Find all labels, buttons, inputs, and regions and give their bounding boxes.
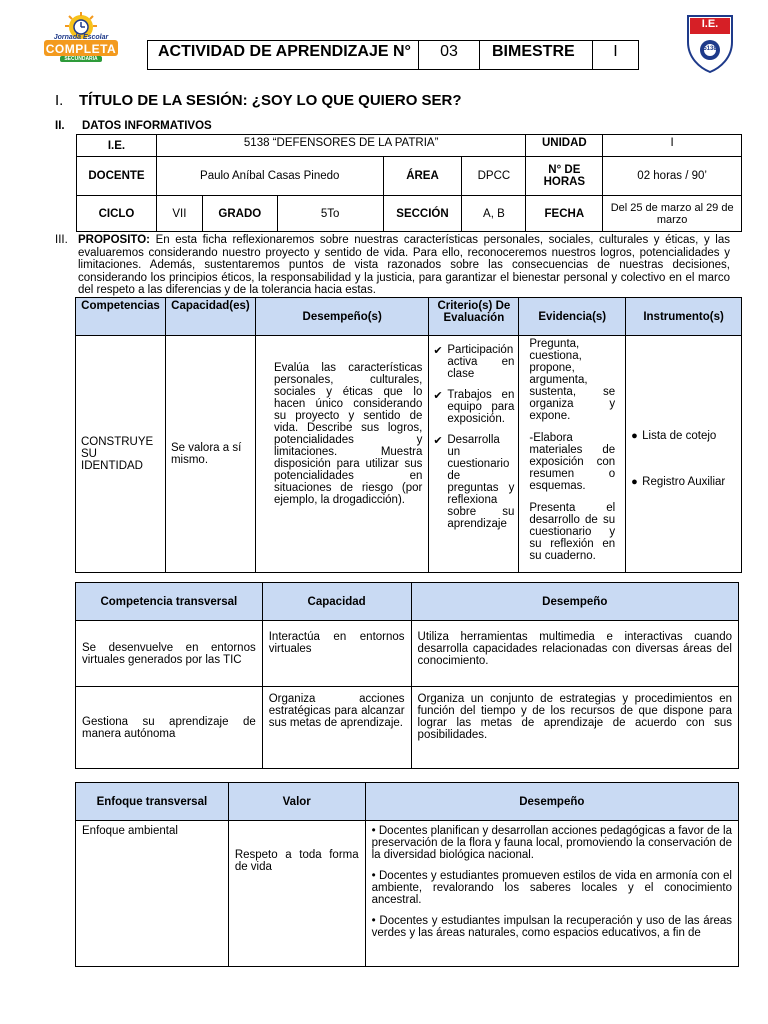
crest-number: 5138 (703, 46, 717, 52)
enfoque-desempeno-item: • Docentes planifican y desarrollan acciones pedagógicas a favor de la preservación de la flora y fauna local, promoviendo la conservación de la diversidad biológica nacional. (371, 825, 732, 861)
datos-table (76, 134, 742, 232)
proposito-label: PROPOSITO: (78, 234, 150, 246)
trans-row-capacidad: Organiza acciones estratégicas para alcanzar sus metas de aprendizaje. (262, 687, 411, 769)
ie-value: 5138 “DEFENSORES DE LA PATRIA” (156, 135, 525, 157)
unidad-label: UNIDAD (526, 135, 603, 157)
instrumentos-cell (626, 336, 742, 573)
docente-label: DOCENTE (77, 157, 157, 196)
docente-value: Paulo Aníbal Casas Pinedo (156, 157, 383, 196)
capacidad-text: Se valora a sí mismo. (170, 442, 242, 466)
school-crest (680, 12, 740, 74)
section-title (55, 92, 462, 109)
trans-header-capacidad: Capacidad (262, 583, 411, 621)
ciclo-label: CICLO (77, 196, 157, 232)
fecha-value: Del 25 de marzo al 29 de marzo (603, 196, 742, 232)
capacidad-cell (165, 336, 255, 573)
comp-header-capacidad: Capacidad(es) (165, 298, 255, 336)
jec-logo-line2: COMPLETA (45, 42, 117, 56)
grado-label: GRADO (202, 196, 277, 232)
trans-row-desempeno: Utiliza herramientas multimedia e interactivas cuando desarrolla capacidades relacionadas con diversas áreas del conocimiento. (411, 621, 738, 687)
jec-logo-line1: Jornada Escolar (53, 34, 109, 41)
enf-header-enfoque: Enfoque transversal (76, 783, 229, 821)
comp-header-instrumento: Instrumento(s) (626, 298, 742, 336)
transversal-table (75, 582, 739, 769)
trans-header-competencia: Competencia transversal (76, 583, 263, 621)
evidencia-item: Pregunta, cuestiona, propone, argumenta, sustenta, se organiza y expone. (529, 338, 616, 422)
section-title-numeral: I. (55, 92, 64, 109)
proposito-numeral: III. (55, 234, 68, 246)
competencia-text: CONSTRUYE SU IDENTIDAD (81, 436, 154, 472)
datos-heading (55, 120, 212, 132)
proposito-text: En esta ficha reflexionaremos sobre nuestras características personales, sociales, culturales y éticas, y las evaluaremos considerando nuestro proyecto y sentido de vida. Para ello, reconoceremos nuestros logros, potencialidades y limitaciones. Además, sustentaremos puntos de vista razonados sobre las consecuencias de nuestras decisiones, considerando los principios éticos, la responsabilidad y la justicia, para garantizar el bienestar personal y colectivo en el marco del respeto a las diferencias y de la tolerancia hacia estas. (78, 234, 730, 297)
desempeno-cell (255, 336, 428, 573)
desempeno-text: Evalúa las características personales, culturales, sociales y éticas que lo hacen único considerando su proyecto y sentido de vida. Describe sus logros, potencialidades y limitaciones. Muestra disposición para utilizar sus potencialidades en situaciones de riesgo (por ejemplo, la drogadicción). (273, 362, 423, 506)
grado-value: 5To (277, 196, 383, 232)
evidencia-item: Presenta el desarrollo de su cuestionario y su reflexión en su cuaderno. (529, 502, 616, 562)
area-value: DPCC (462, 157, 526, 196)
enfoque-table (75, 782, 739, 967)
enfoque-desempenos (365, 821, 738, 967)
bimestre-value: I (593, 41, 639, 70)
comp-header-desempeno: Desempeño(s) (255, 298, 428, 336)
area-label: ÁREA (383, 157, 462, 196)
jec-logo-line3: SECUNDARIA (64, 56, 98, 62)
trans-row-competencia: Se desenvuelve en entornos virtuales generados por las TIC (76, 621, 263, 687)
competencia-cell (76, 336, 166, 573)
evidencias-cell (519, 336, 626, 573)
fecha-label: FECHA (526, 196, 603, 232)
trans-row-desempeno: Organiza un conjunto de estrategias y procedimientos en función del tiempo y de los recursos de que dispone para lograr las metas de aprendizaje de acuerdo con sus posibilidades. (411, 687, 738, 769)
criterios-cell (429, 336, 519, 573)
seccion-label: SECCIÓN (383, 196, 462, 232)
enfoque-name: Enfoque ambiental (76, 821, 229, 967)
trans-header-desempeno: Desempeño (411, 583, 738, 621)
bimestre-label: BIMESTRE (480, 41, 593, 70)
instrumento-item: ● Lista de cotejo (631, 430, 733, 442)
activity-header-table (147, 40, 639, 70)
jec-logo (42, 12, 120, 62)
horas-label: N° DE HORAS (526, 157, 603, 196)
evidencia-item: -Elabora materiales de exposición con resumen o esquemas. (529, 432, 616, 492)
criterio-item: ✔ Participación activa en clase (433, 344, 514, 380)
enfoque-valor: Respeto a toda forma de vida (228, 821, 365, 967)
criterio-item: ✔ Desarrolla un cuestionario de preguntas y reflexiona sobre su aprendizaje (433, 434, 514, 530)
enf-header-desempeno: Desempeño (365, 783, 738, 821)
criterios-list (433, 344, 514, 530)
activity-label: ACTIVIDAD DE APRENDIZAJE N° (148, 41, 419, 70)
ciclo-value: VII (156, 196, 202, 232)
comp-header-competencias: Competencias (76, 298, 166, 336)
enfoque-desempeno-item: • Docentes y estudiantes promueven estilos de vida en armonía con el ambiente, revalorando los saberes locales y el conocimiento ancestral. (371, 870, 732, 906)
instrumento-item: ● Registro Auxiliar (631, 476, 733, 488)
enf-header-valor: Valor (228, 783, 365, 821)
datos-numeral: II. (55, 120, 65, 132)
competencias-table (75, 297, 742, 573)
instrumentos-list (631, 430, 733, 488)
seccion-value: A, B (462, 196, 526, 232)
ie-label: I.E. (77, 135, 157, 157)
comp-header-criterio: Criterio(s) De Evaluación (429, 298, 519, 336)
horas-value: 02 horas / 90’ (603, 157, 742, 196)
desempeno-bullet-icon (260, 362, 274, 506)
trans-row-capacidad: Interactúa en entornos virtuales (262, 621, 411, 687)
trans-row-competencia: Gestiona su aprendizaje de manera autónoma (76, 687, 263, 769)
enfoque-desempeno-item: • Docentes y estudiantes impulsan la recuperación y uso de las áreas verdes y las áreas naturales, como espacios educativos, a fin de (371, 915, 732, 939)
unidad-value: I (603, 135, 742, 157)
proposito-block (78, 234, 730, 297)
activity-number: 03 (419, 41, 480, 70)
comp-header-evidencia: Evidencia(s) (519, 298, 626, 336)
section-title-text: TÍTULO DE LA SESIÓN: ¿SOY LO QUE QUIERO SER? (79, 92, 462, 109)
datos-heading-text: DATOS INFORMATIVOS (82, 120, 212, 132)
crest-letters: I.E. (701, 18, 719, 30)
criterio-item: ✔ Trabajos en equipo para exposición. (433, 389, 514, 425)
